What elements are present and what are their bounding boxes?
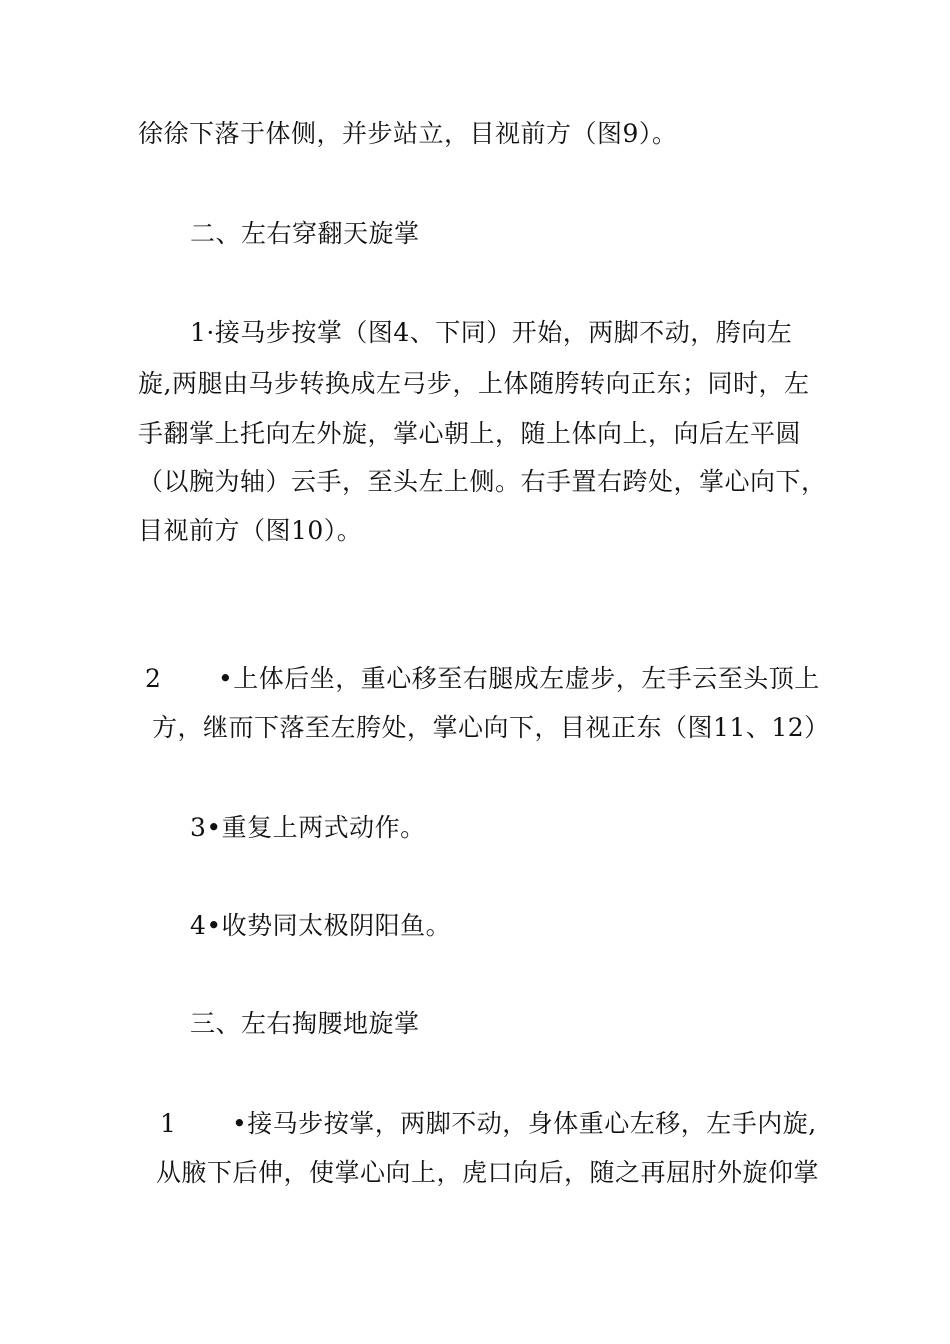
section2-item2-number: 2 [145, 664, 161, 693]
section2-item1-line: 旋,两腿由马步转换成左弓步，上体随胯转向正东；同时，左 [138, 369, 810, 398]
section2-item1-line: （以腕为轴）云手，至头左上侧。右手置右跨处，掌心向下， [138, 467, 827, 496]
section2-item3: 3•重复上两式动作。 [190, 813, 426, 842]
section2-item2-line: •上体后坐，重心移至右腿成左虚步，左手云至头顶上 [218, 664, 820, 693]
section2-item2-line: 方，继而下落至左胯处，掌心向下，目视正东（图11、12） [152, 713, 830, 742]
section3-item1-number: 1 [160, 1109, 176, 1138]
section2-item1-line: 手翻掌上托向左外旋，掌心朝上，随上体向上，向后左平圆 [138, 419, 802, 448]
section-heading-3: 三、左右掏腰地旋掌 [190, 1009, 420, 1038]
intro-paragraph: 徐徐下落于体侧，并步站立，目视前方（图9）。 [138, 119, 678, 148]
section2-item1-line: 1·接马步按掌（图4、下同）开始，两脚不动，胯向左 [190, 318, 793, 347]
section2-item1-line: 目视前方（图10）。 [138, 516, 363, 545]
section3-item1-line: •接马步按掌，两脚不动，身体重心左移，左手内旋, [232, 1109, 817, 1138]
section-heading-2: 二、左右穿翻天旋掌 [190, 219, 420, 248]
section3-item1-line: 从腋下后伸，使掌心向上，虎口向后，随之再屈肘外旋仰掌 [156, 1158, 820, 1187]
section2-item4: 4•收势同太极阴阳鱼。 [190, 911, 452, 940]
